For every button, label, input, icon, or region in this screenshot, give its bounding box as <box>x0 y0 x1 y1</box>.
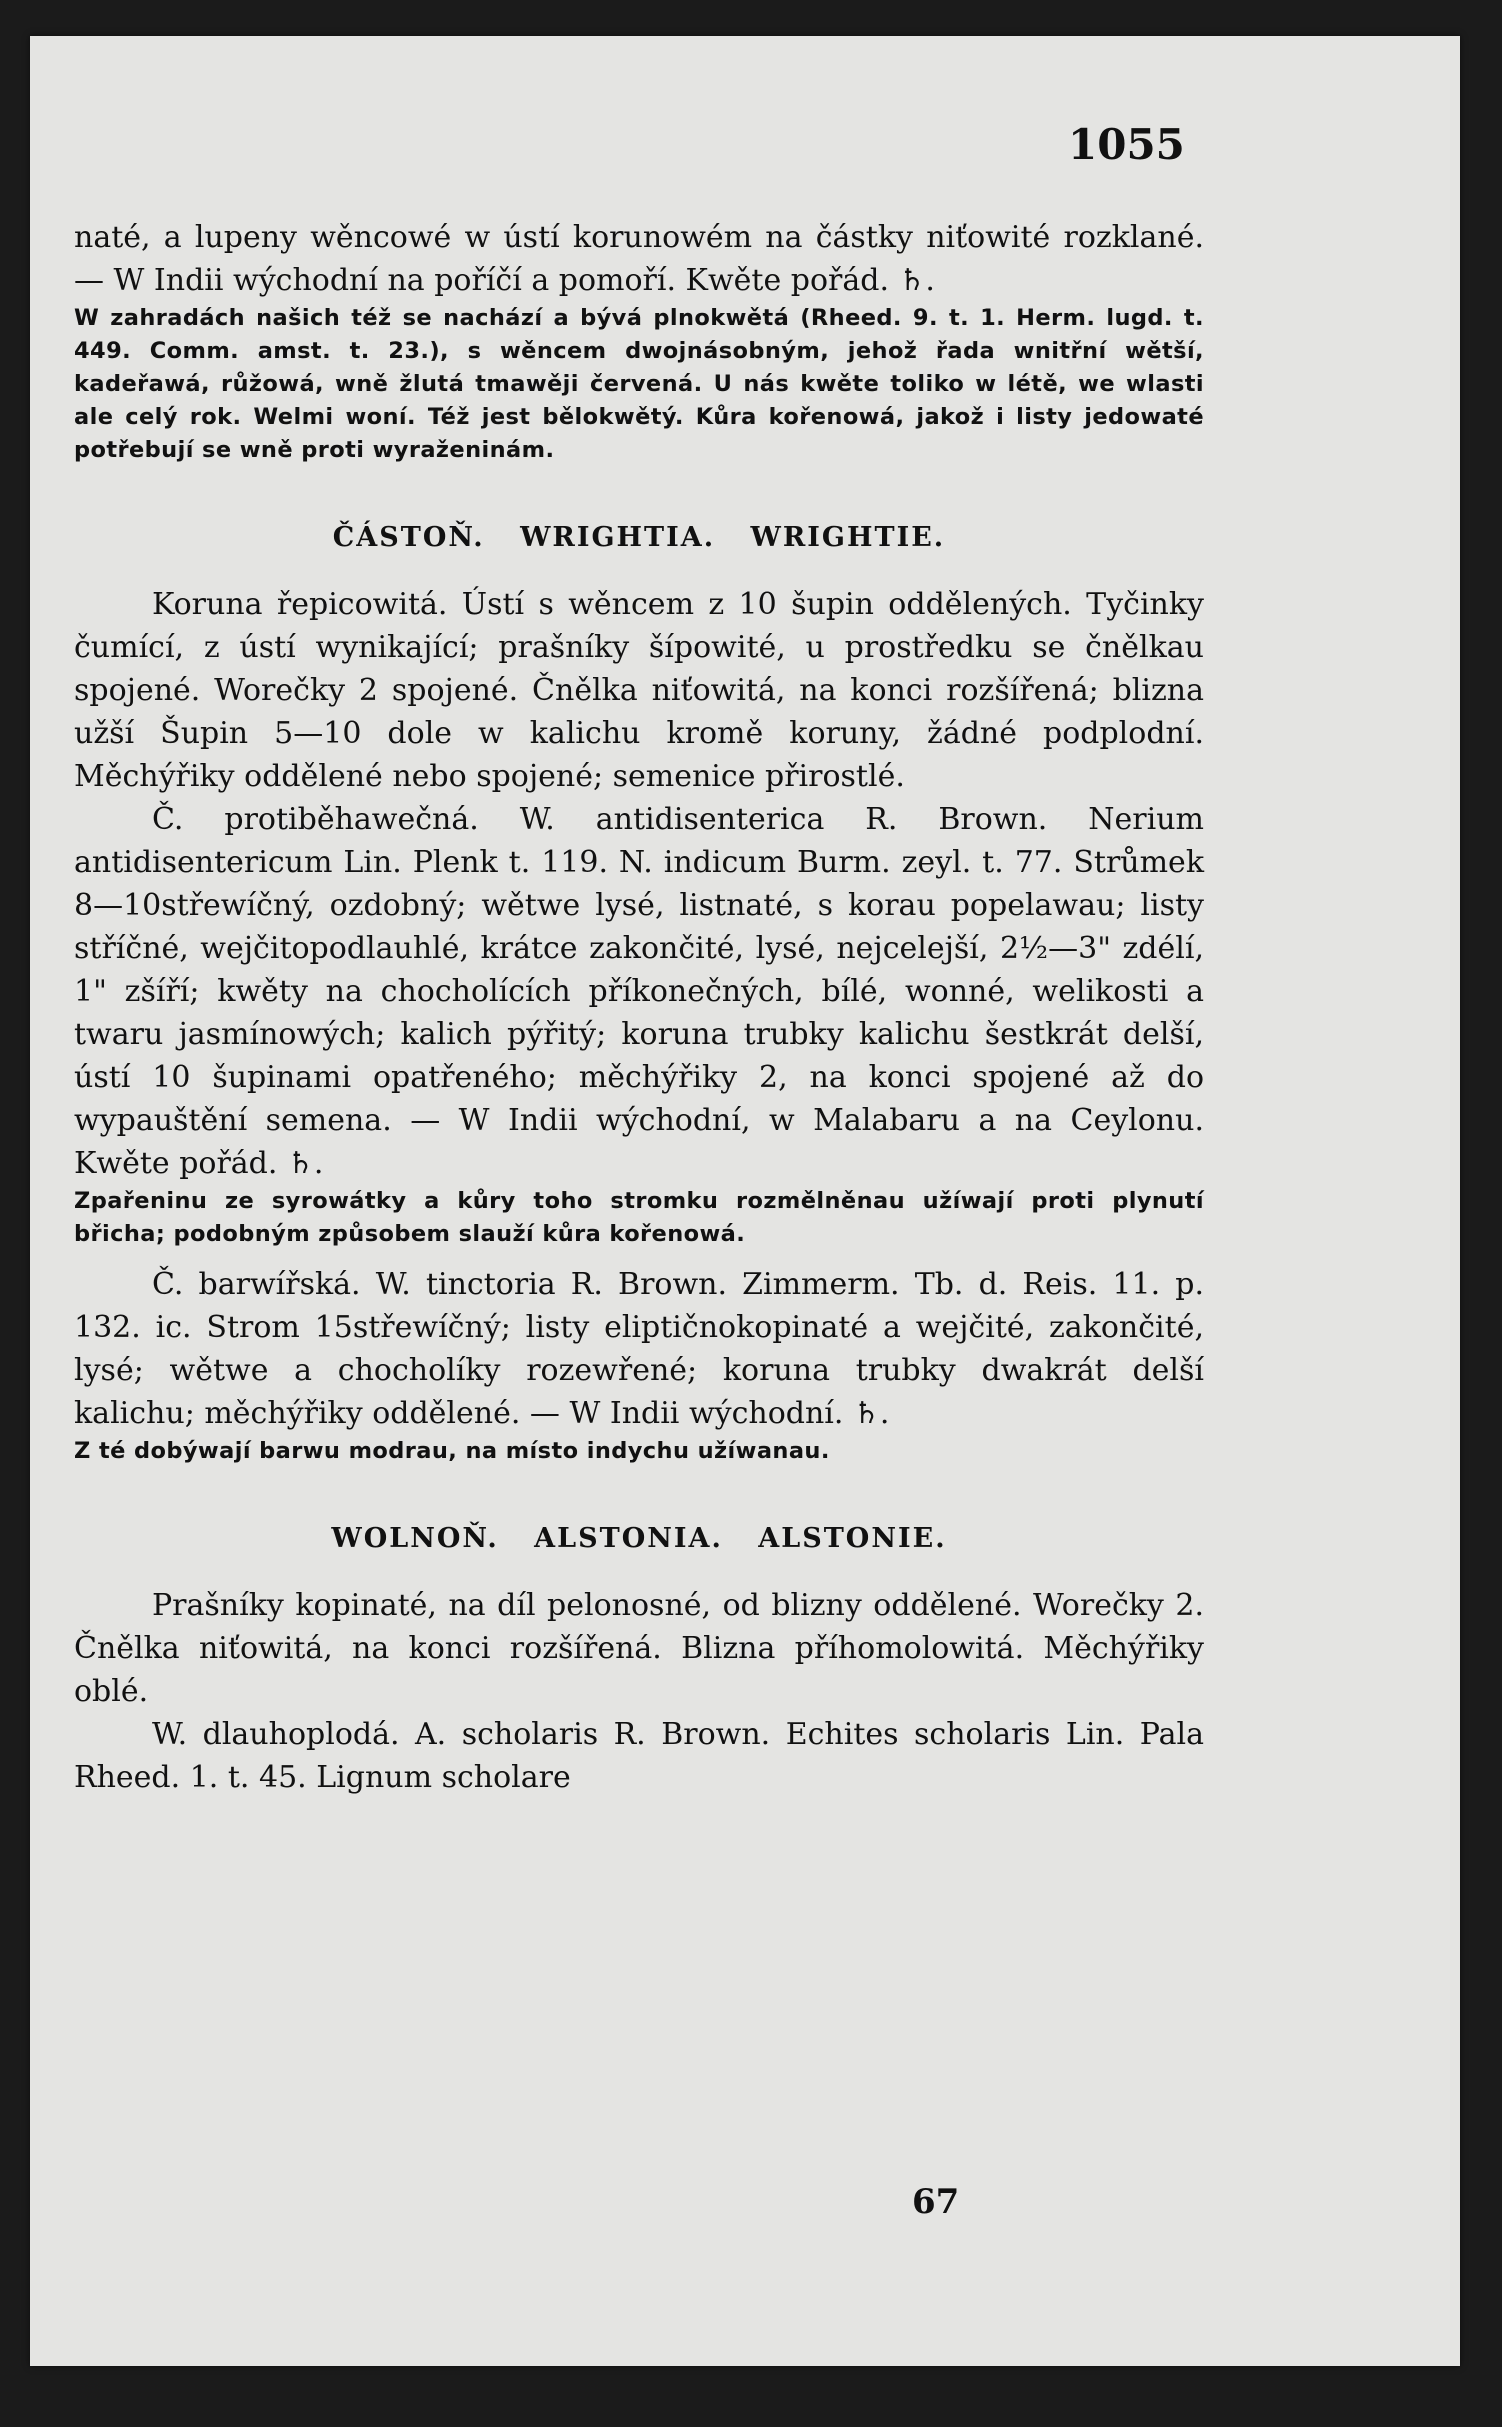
note-paragraph: Z té dobýwají barwu modrau, na místo indychu užíwanau. <box>74 1438 830 1464</box>
genus-heading: ČÁSTOŇ. WRIGHTIA. WRIGHTIE. <box>332 522 946 553</box>
species-entry: Č. protiběhawečná. W. antidisenterica R. Brown. Nerium antidisentericum Lin. Plenk t. 119. N. indicum Burm. zeyl. t. 77. Strůmek 8—10střewíčný, ozdobný; wětwe lysé, listnaté, s korau popelawau; listy stříčné, wejčitopodlauhlé, krátce zakončité, lysé, nejcelejší, 2½—3" zdélí, 1" zšíří; kwěty na chocholících příkonečných, bílé, wonné, welikosti a twaru jasmínowých; kalich pýřitý; koruna trubky kalichu šestkrát delší, ústí 10 šupinami opatřeného; měchýřiky 2, na konci spojené až do wypauštění semena. — W Indii wýchodní, w Malabaru a na Ceylonu. Kwěte pořád. ♄. <box>74 802 1204 1181</box>
note-paragraph: W zahradách našich též se nachází a bývá plnokwětá (Rheed. 9. t. 1. Herm. lugd. t. 449. Comm. amst. t. 23.), s wěncem dwojnásobným, jehož řada wnitřní wětší, kadeřawá, růžowá, wně žlutá tmawěji červená. U nás kwěte toliko w létě, we wlasti ale celý rok. Welmi woní. Též jest bělokwětý. Kůra kořenowá, jakož i listy jedowaté potřebují se wně proti wyraženinám. <box>74 305 1204 463</box>
species-entry: Č. barwířská. W. tinctoria R. Brown. Zimmerm. Tb. d. Reis. 11. p. 132. ic. Strom 15střewíčný; listy eliptičnokopinaté a wejčité, zakončité, lysé; wětwe a chocholíky rozewřené; koruna trubky dwakrát delší kalichu; měchýřiky oddělené. — W Indii wýchodní. ♄. <box>74 1267 1204 1431</box>
signature-mark: 67 <box>912 2182 960 2222</box>
genus-description: Prašníky kopinaté, na díl pelonosné, od blizny oddělené. Worečky 2. Čnělka niťowitá, na konci rozšířená. Blizna příhomolowitá. Měchýřiky oblé. <box>74 1588 1204 1709</box>
species-entry: W. dlauhoplodá. A. scholaris R. Brown. Echites scholaris Lin. Pala Rheed. 1. t. 45. Lignum scholare <box>74 1717 1204 1795</box>
genus-heading: WOLNOŇ. ALSTONIA. ALSTONIE. <box>331 1523 947 1554</box>
genus-description: Koruna řepicowitá. Ústí s wěncem z 10 šupin oddělených. Tyčinky čumící, z ústí wynikající; prašníky šípowité, u prostředku se čnělkau spojené. Worečky 2 spojené. Čnělka niťowitá, na konci rozšířená; blizna užší Šupin 5—10 dole w kalichu kromě koruny, žádné podplodní. Měchýřiky oddělené nebo spojené; semenice přirostlé. <box>74 587 1204 794</box>
page-text <box>74 216 1204 1799</box>
paragraph: naté, a lupeny wěncowé w ústí korunowém na částky niťowité rozklané. — W Indii wýchodní na poříčí a pomoří. Kwěte pořád. ♄. <box>74 220 1204 298</box>
note-paragraph: Zpařeninu ze syrowátky a kůry toho stromku rozmělněnau užíwají proti plynutí břicha; podobným způsobem slauží kůra kořenowá. <box>74 1188 1204 1247</box>
page-number: 1055 <box>1068 120 1185 169</box>
book-page <box>30 36 1460 2366</box>
